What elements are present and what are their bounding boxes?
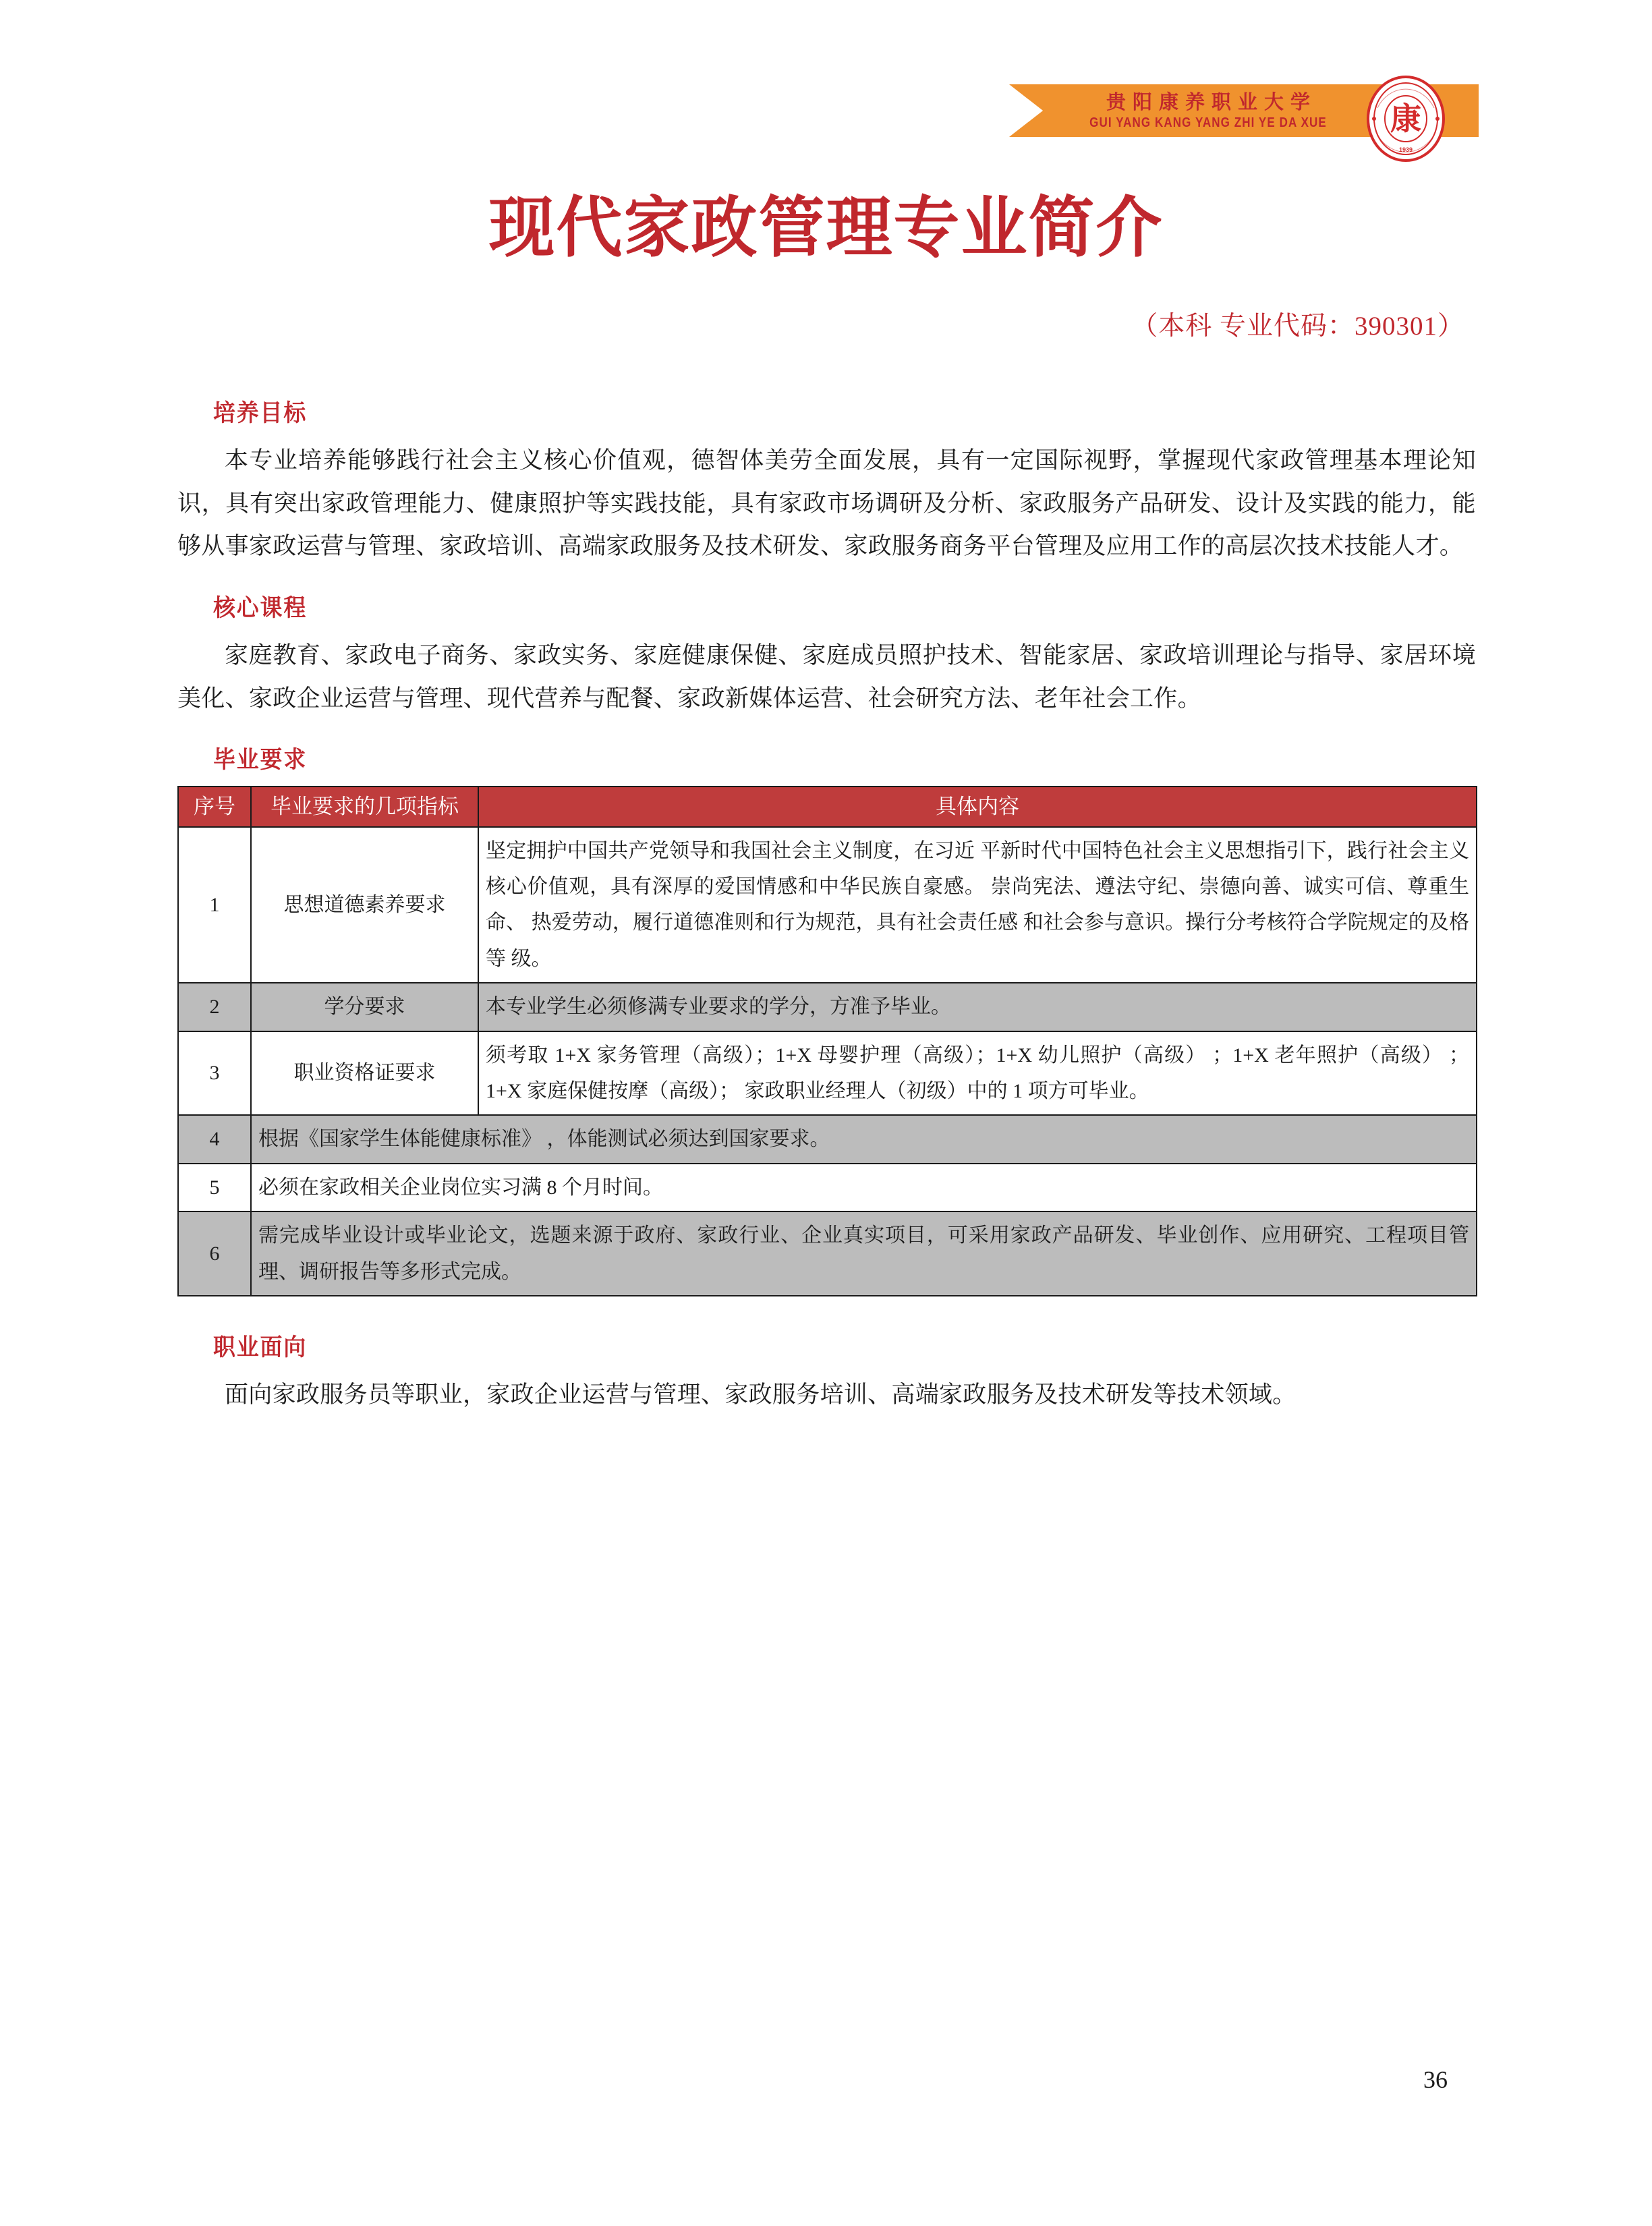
table-cell-content: 必须在家政相关企业岗位实习满 8 个月时间。 bbox=[251, 1164, 1477, 1211]
table-header-cell-index: 毕业要求的几项指标 bbox=[251, 787, 478, 826]
table-cell-index: 学分要求 bbox=[251, 983, 478, 1031]
spacer bbox=[177, 1296, 1476, 1313]
table-header-cell-content: 具体内容 bbox=[478, 787, 1477, 826]
spacer bbox=[177, 725, 1476, 741]
university-name-pinyin: GUI YANG KANG YANG ZHI YE DA XUE bbox=[1089, 115, 1327, 130]
section-text-courses: 家庭教育、家政电子商务、家政实务、家庭健康保健、家庭成员照护技术、智能家居、家政培训理论与指导、家居环境美化、家政企业运营与管理、现代营养与配餐、家政新媒体运营、社会研究方法、老年社会工作。 bbox=[177, 642, 1476, 712]
table-header-row bbox=[178, 787, 1477, 826]
table-cell-seq: 1 bbox=[178, 827, 251, 983]
table-cell-seq: 2 bbox=[178, 983, 251, 1031]
table-row bbox=[178, 983, 1477, 1031]
table-cell-index: 思想道德素养要求 bbox=[251, 827, 478, 983]
table-header-cell-seq: 序号 bbox=[178, 787, 251, 826]
svg-text:康: 康 bbox=[1390, 102, 1421, 136]
table-cell-content: 须考取 1+X 家务管理（高级）；1+X 母婴护理（高级）；1+X 幼儿照护（高级） ；1+X 老年照护（高级） ； 1+X 家庭保健按摩（高级）； 家政职业经理人（初级）中的 1 项方可毕业。 bbox=[478, 1031, 1477, 1116]
section-heading-courses: 核心课程 bbox=[213, 595, 308, 622]
section-heading-careers: 职业面向 bbox=[213, 1334, 308, 1361]
table-body bbox=[178, 827, 1477, 1296]
table-cell-content: 根据《国家学生体能健康标准》 ，体能测试必须达到国家要求。 bbox=[251, 1115, 1477, 1163]
table-cell-seq: 3 bbox=[178, 1031, 251, 1116]
page-title: 现代家政管理专业简介 bbox=[488, 192, 1164, 265]
university-seal-icon bbox=[1367, 76, 1445, 162]
table-row bbox=[178, 1164, 1477, 1211]
section-text-careers: 面向家政服务员等职业，家政企业运营与管理、家政服务培训、高端家政服务及技术研发等技术领域。 bbox=[225, 1381, 1297, 1408]
svg-text:1939: 1939 bbox=[1398, 146, 1413, 153]
section-text-objective: 本专业培养能够践行社会主义核心价值观，德智体美劳全面发展，具有一定国际视野，掌握现代家政管理基本理论知识，具有突出家政管理能力、健康照护等实践技能，具有家政市场调研及分析、家政服务产品研发、设计及实践的能力，能够从事家政运营与管理、家政培训、高端家政服务及技术研发、家政服务商务平台管理及应用工作的高层次技术技能人才。 bbox=[177, 447, 1476, 560]
table-cell-seq: 4 bbox=[178, 1115, 251, 1163]
table-cell-content: 本专业学生必须修满专业要求的学分，方准予毕业。 bbox=[478, 983, 1477, 1031]
table-row bbox=[178, 1211, 1477, 1296]
section-heading-objective: 培养目标 bbox=[213, 400, 308, 426]
table-cell-index: 职业资格证要求 bbox=[251, 1031, 478, 1116]
table-cell-seq: 6 bbox=[178, 1211, 251, 1296]
page-number: 36 bbox=[1423, 2066, 1448, 2093]
graduation-requirements-table bbox=[177, 786, 1477, 1296]
table-cell-seq: 5 bbox=[178, 1164, 251, 1211]
page-subtitle: （本科 专业代码：390301） bbox=[1131, 312, 1464, 341]
spacer bbox=[177, 573, 1476, 590]
table-row bbox=[178, 1031, 1477, 1116]
ribbon-text-group bbox=[1050, 84, 1367, 137]
table-row bbox=[178, 827, 1477, 983]
table-row bbox=[178, 1115, 1477, 1163]
table-cell-content: 坚定拥护中国共产党领导和我国社会主义制度，在习近 平新时代中国特色社会主义思想指引下，践行社会主义 核心价值观，具有深厚的爱国情感和中华民族自豪感。 崇尚宪法、遵法守纪、崇德向善、诚实可信、尊重生命、 热爱劳动，履行道德准则和行为规范，具有社会责任感 和社会参与意识。操行分考核符合学院规定的及格等 级。 bbox=[478, 827, 1477, 983]
spacer bbox=[177, 1313, 1476, 1329]
document-body bbox=[177, 395, 1476, 1422]
university-name-cn: 贵阳康养职业大学 bbox=[1106, 92, 1317, 113]
table-cell-content: 需完成毕业设计或毕业论文，选题来源于政府、家政行业、企业真实项目，可采用家政产品研发、毕业创作、应用研究、工程项目管理、调研报告等多形式完成。 bbox=[251, 1211, 1477, 1296]
section-heading-graduation: 毕业要求 bbox=[213, 747, 308, 774]
